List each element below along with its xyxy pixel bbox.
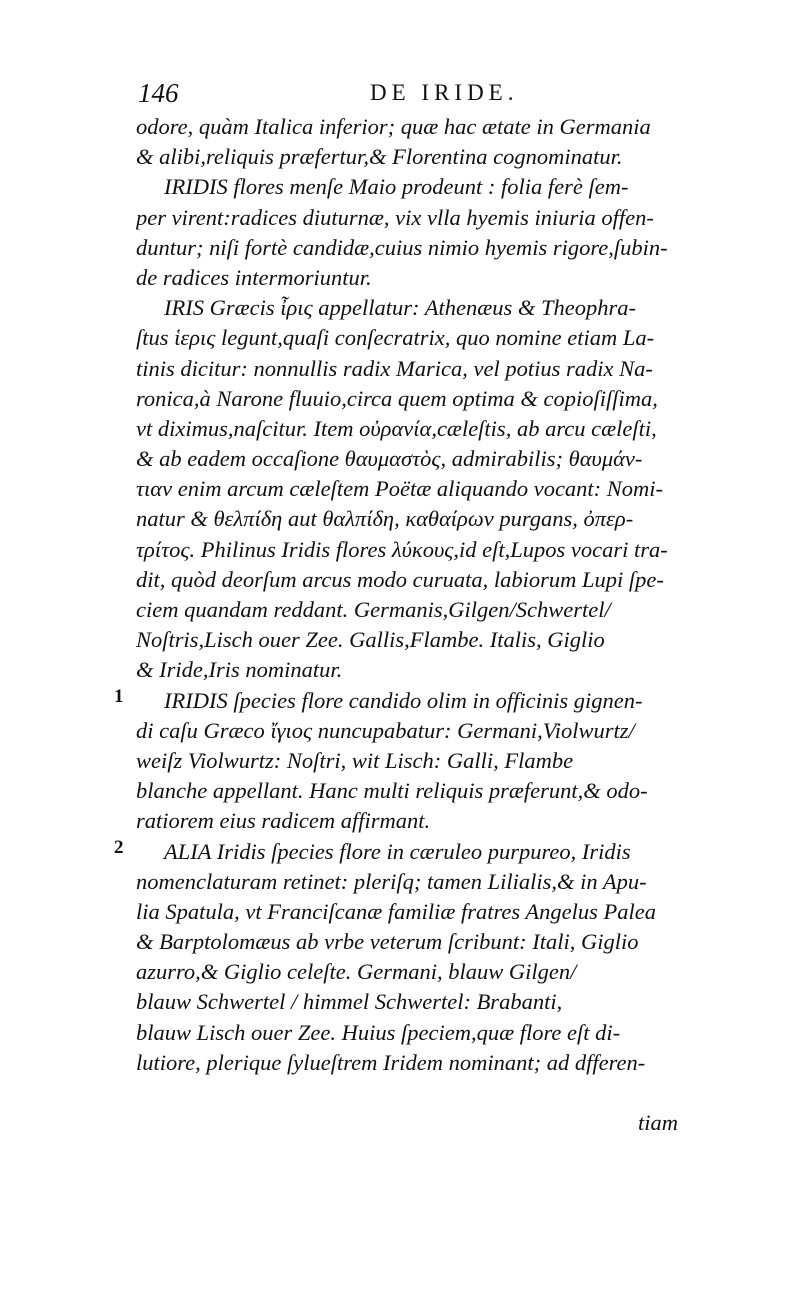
text-line: ciem quandam reddant. Germanis,Gilgen/Schwertel/ — [136, 597, 611, 622]
text-line: duntur; niſi fortè candidæ,cuius nimio hyemis rigore,ſubin- — [136, 234, 668, 260]
text-line: & alibi,reliquis præfertur,& Florentina cognominatur. — [136, 144, 623, 170]
text-line: IRIDIS flores menſe Maio prodeunt : folia ferè ſem- — [164, 174, 629, 200]
text-line: blauw Lisch ouer Zee. Huius ſpeciem,quæ flore eſt di- — [136, 1019, 621, 1045]
text-line: & Iride,Iris nominatur. — [136, 657, 343, 683]
text-line: blauw Schwertel / himmel Schwertel: Brabanti, — [136, 989, 563, 1015]
text-line: odore, quàm Italica inferior; quæ hac ætate in Germania — [136, 114, 651, 139]
text-line: ronica,à Narone fluuio,circa quem optima & copioſiſſima, — [136, 385, 658, 411]
running-title: DE IRIDE. — [370, 80, 519, 105]
text-line: azurro,& Giglio celeſte. Germani, blauw Gilgen/ — [136, 959, 577, 985]
text-line: & ab eadem occaſione θαυμαστὸς, admirabilis; θαυμάν- — [136, 446, 643, 472]
text-line: di caſu Græco ἴγιος nuncupabatur: Germani,Violwurtz/ — [136, 717, 635, 743]
text-line: ratiorem eius radicem affirmant. — [136, 808, 431, 834]
text-block — [114, 112, 696, 1078]
text-line: τιαν enim arcum cæleſtem Poëtæ aliquando vocant: Nomi- — [136, 476, 664, 502]
text-line: IRIS Græcis ἶρις appellatur: Athenæus & Theophra- — [164, 295, 636, 321]
text-line: & Barptolomæus ab vrbe veterum ſcribunt: Itali, Giglio — [136, 929, 639, 955]
catchword: tiam — [638, 1110, 679, 1135]
text-line: blanche appellant. Hanc multi reliquis præferunt,& odo- — [136, 778, 648, 804]
text-line: lia Spatula, vt Franciſcanæ familiæ fratres Angelus Palea — [136, 898, 656, 924]
text-line: nomenclaturam retinet: pleriſq; tamen Lilialis,& in Apu- — [136, 868, 647, 894]
text-line: ſtus ἱερις legunt,quaſi conſecratrix, quo nomine etiam La- — [136, 325, 655, 351]
running-header — [138, 78, 698, 108]
margin-number: 1 — [114, 685, 124, 707]
text-line: weiſz Violwurtz: Noſtri, wit Lisch: Galli, Flambe — [136, 747, 574, 773]
margin-number: 2 — [114, 836, 124, 858]
text-line: τρίτος. Philinus Iridis flores λύκους,id eſt,Lupos vocari tra- — [136, 536, 668, 562]
text-line: natur & θελπίδη aut θαλπίδη, καθαίρων purgans, ὀπερ- — [136, 506, 634, 532]
text-line: lutiore, plerique ſylueſtrem Iridem nominant; ad dfferen- — [136, 1049, 646, 1075]
text-line: Noſtris,Lisch ouer Zee. Gallis,Flambe. Italis, Giglio — [136, 627, 605, 653]
text-line: IRIDIS ſpecies flore candido olim in officinis gignen- — [164, 687, 643, 713]
text-line: per virent:radices diuturnæ, vix vlla hyemis iniuria offen- — [136, 204, 654, 230]
text-line: tinis dicitur: nonnullis radix Marica, vel potius radix Na- — [136, 355, 653, 381]
text-line: de radices intermoriuntur. — [136, 264, 372, 290]
page-number: 146 — [138, 78, 179, 108]
text-line: ALIA Iridis ſpecies flore in cæruleo purpureo, Iridis — [164, 838, 631, 864]
text-line: dit, quòd deorſum arcus modo curuata, labiorum Lupi ſpe- — [136, 566, 664, 592]
text-line: vt diximus,naſcitur. Item οὐρανία,cæleſtis, ab arcu cæleſti, — [136, 415, 657, 441]
